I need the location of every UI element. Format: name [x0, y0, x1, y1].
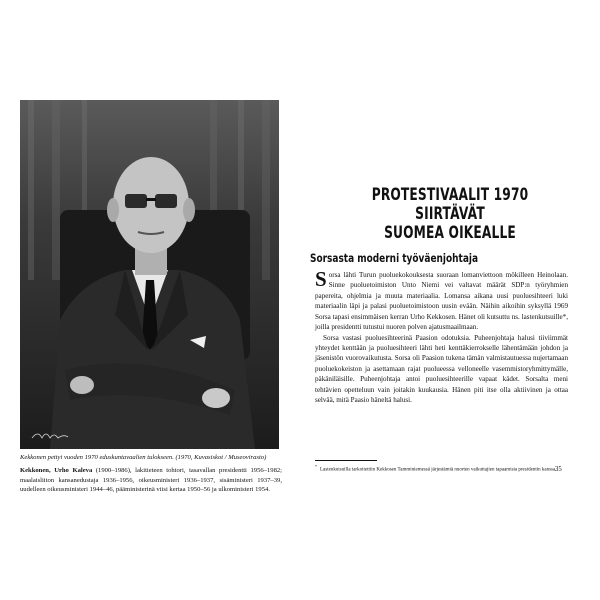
portrait-photo	[20, 100, 279, 449]
chapter-title-line-1: PROTESTIVAALIT 1970 SIIRTÄVÄT	[371, 185, 529, 225]
right-page	[300, 0, 600, 600]
footnote-text: Lastenkutsuilla tarkoitettiin Kekkosen Tamminiemessä järjestämiä nuorten vaikuttajien tapaamisia presidentin kanssa.	[320, 467, 557, 473]
body-text	[315, 267, 568, 405]
page-number: 35	[555, 466, 562, 473]
chapter-title	[364, 186, 537, 243]
biography-note	[20, 466, 282, 495]
paragraph-1-text: orsa lähti Turun puoluekokouksesta suoraan lomanviettoon mökilleen Heinolaan. Sinne puoluetoimiston Unto Niemi vei valtavat määrät SDP:n työryhmien papereita, ohjelmia ja muuta materiaalia. Lomansa aikana uusi puoluesihteeri luki materiaalin läpi ja palasi puoluetoimistoon uusin evään. Näihin aikoihin syksyllä 1969 Sorsa tapasi ensimmäisen kerran Urho Kekkosen. Hänet oli kutsuttu ns. lastenkutsuille*, joilla presidentti tutustui nuoren polven ajatusmaailmaan.	[315, 271, 568, 332]
footnote-divider	[315, 460, 377, 461]
paragraph-1	[315, 267, 568, 333]
chapter-title-line-2: SUOMEA OIKEALLE	[384, 223, 516, 244]
bio-text: (1900–1986), lakitieteen tohtori, tasavallan presidentti 1956–1982; maalaisliiton kansanedustaja 1936–1956, oikeusministeri 1936–1937, sisäministeri 1937–39, uudelleen oikeusministeri 1944–46, pääministerinä viisi kertaa 1950–56 ja ulkoministeri 1954.	[20, 467, 282, 494]
paragraph-2: Sorsa vastasi puoluesihteerinä Paasion odotuksia. Puheenjohtaja halusi tiiviimmät yhteydet kenttään ja puoluesihteeri lähti heti kenttäkierrokselle lähentämään johdon ja jäsenistön vuorovaikutusta. Sorsa oli Paasion tukena tämän valmistautuessa nujertamaan puoluekokeiston ja asettamaan rajat puolueessa velloneelle vasemmistoryhmittymälle, päkäniläisille. Puheenjohtaja antoi puoluesihteerille vapaat kädet. Sorsalta meni tehtävien opetteluun vain joitakin kuukausia. Hänen piti itse olla aktiivinen ja ottaa selvää, mitä Paasio häneltä halusi.	[315, 333, 568, 405]
portrait-illustration	[20, 100, 279, 449]
footnote-marker: *	[315, 464, 317, 469]
section-heading: Sorsasta moderni työväenjohtaja	[310, 251, 479, 265]
photo-caption: Kekkonen pettyi vuoden 1970 eduskuntavaalien tulokseen. (1970, Kuvasiskot / Museovirasto)	[20, 454, 267, 461]
drop-cap: S	[315, 267, 327, 291]
footnote	[315, 464, 565, 474]
bio-name: Kekkonen, Urho Kaleva	[20, 467, 93, 474]
